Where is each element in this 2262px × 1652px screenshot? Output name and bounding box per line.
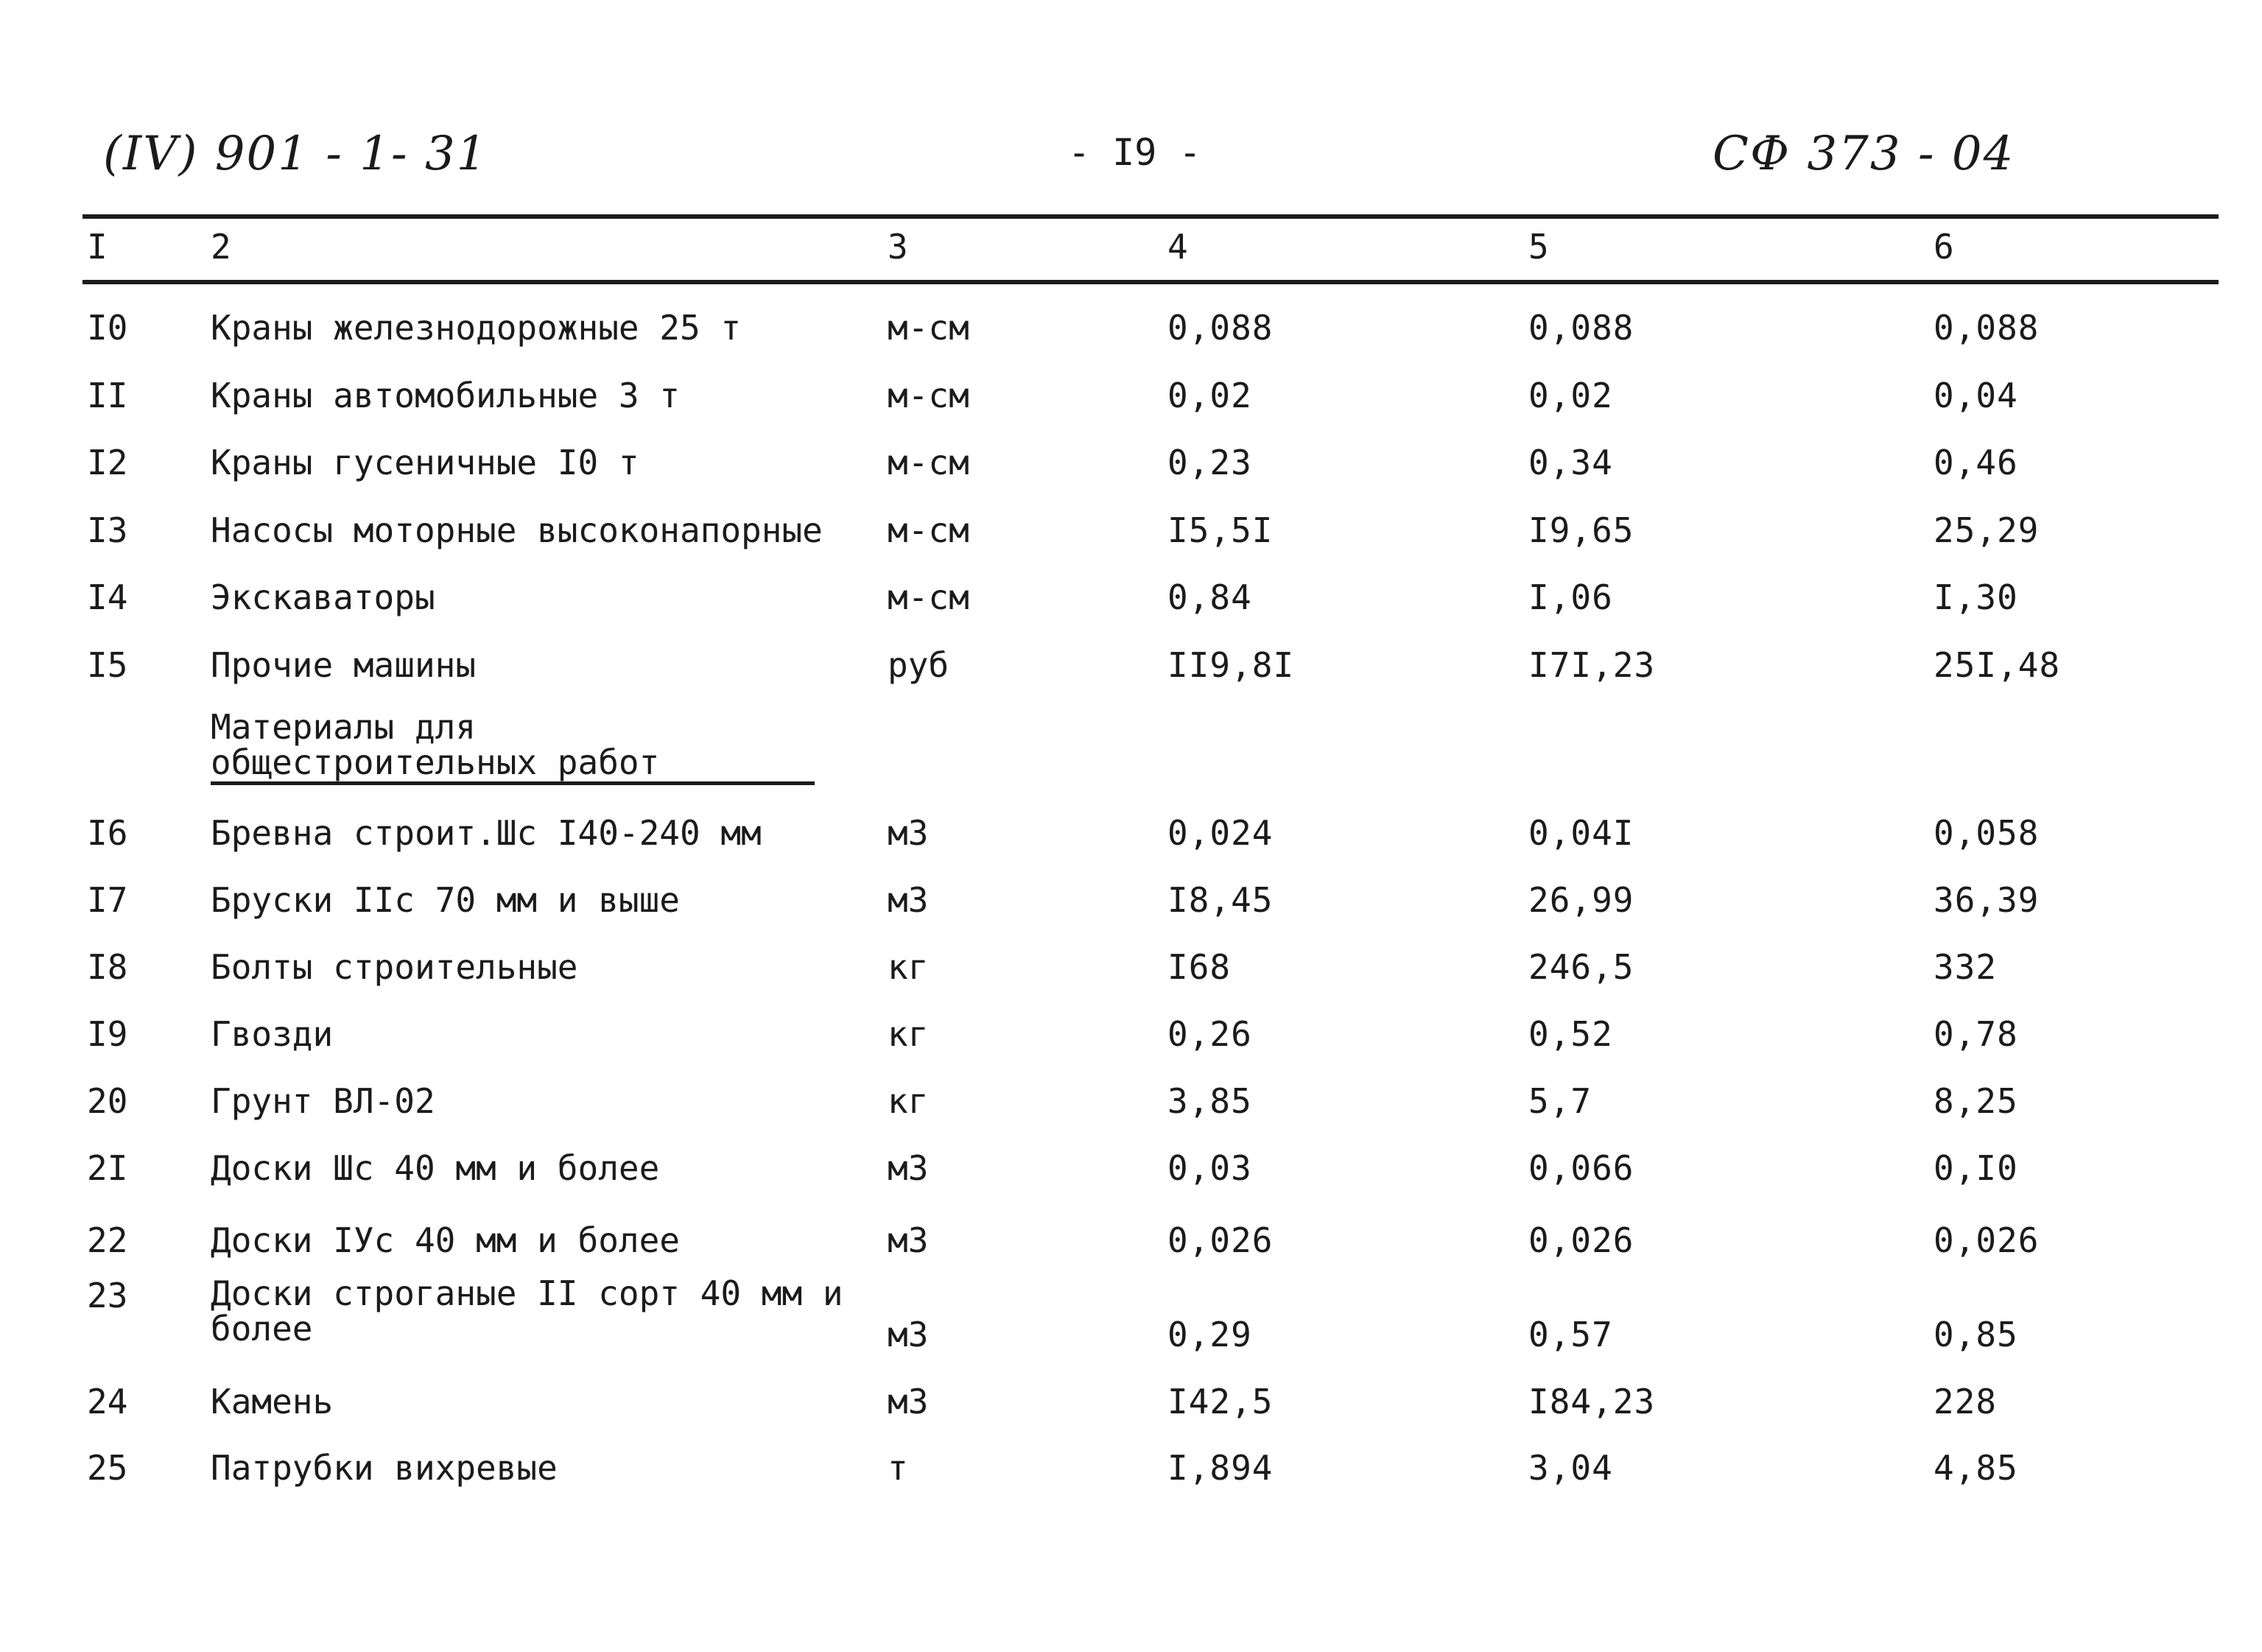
unit: м-см [888, 577, 969, 617]
value-col-6: 4,85 [1933, 1448, 2018, 1488]
value-col-4: I5,5I [1167, 510, 1274, 550]
value-col-4: 3,85 [1167, 1081, 1252, 1121]
row-number: I6 [87, 813, 128, 853]
column-header-2: 2 [211, 227, 231, 267]
column-header-5: 5 [1528, 227, 1549, 267]
row-number: I3 [87, 510, 128, 550]
row-number: I4 [87, 577, 128, 617]
value-col-6: 0,058 [1933, 813, 2040, 853]
value-col-5: 0,066 [1528, 1148, 1634, 1188]
item-name: Болты строительные [211, 947, 578, 987]
row-number: 20 [87, 1081, 128, 1121]
value-col-5: 0,34 [1528, 443, 1613, 482]
value-col-5: 0,04I [1528, 813, 1634, 853]
value-col-4: 0,024 [1167, 813, 1274, 853]
value-col-5: 0,088 [1528, 308, 1634, 348]
column-header-1: I [87, 227, 108, 267]
row-number: 24 [87, 1382, 128, 1421]
row-number: II [87, 376, 128, 415]
value-col-5: 3,04 [1528, 1448, 1613, 1488]
row-number: I8 [87, 947, 128, 987]
value-col-5: 246,5 [1528, 947, 1634, 987]
unit: кг [888, 1014, 929, 1054]
value-col-5: I9,65 [1528, 510, 1634, 550]
item-name: Гвозди [211, 1014, 334, 1054]
value-col-4: I8,45 [1167, 880, 1274, 920]
unit: м3 [888, 1220, 929, 1260]
value-col-4: I42,5 [1167, 1382, 1274, 1421]
value-col-6: 0,04 [1933, 376, 2018, 415]
unit: м3 [888, 813, 929, 853]
item-name: Грунт ВЛ-02 [211, 1081, 435, 1121]
value-col-6: 36,39 [1933, 880, 2040, 920]
document-code: (IV) 901 - 1- 31 [103, 127, 488, 181]
header-bottom-rule [82, 280, 2219, 284]
unit: м3 [888, 1315, 929, 1354]
unit: м-см [888, 510, 969, 550]
row-number: I2 [87, 443, 128, 482]
unit: м3 [888, 1382, 929, 1421]
unit: м3 [888, 1148, 929, 1188]
value-col-5: 0,026 [1528, 1220, 1634, 1260]
value-col-6: 25I,48 [1933, 645, 2061, 685]
item-name: Доски Шс 40 мм и более [211, 1148, 660, 1188]
value-col-5: 5,7 [1528, 1081, 1592, 1121]
row-number: 23 [87, 1276, 128, 1315]
unit: руб [888, 645, 949, 685]
unit: кг [888, 1081, 929, 1121]
item-name: Бруски IIс 70 мм и выше [211, 880, 680, 920]
unit: м3 [888, 880, 929, 920]
value-col-4: 0,84 [1167, 577, 1252, 617]
value-col-4: I68 [1167, 947, 1232, 987]
item-name: Патрубки вихревые [211, 1448, 558, 1488]
value-col-4: 0,02 [1167, 376, 1252, 415]
value-col-5: I7I,23 [1528, 645, 1656, 685]
row-number: I9 [87, 1014, 128, 1054]
item-name: Камень [211, 1382, 334, 1421]
item-name: Краны гусеничные I0 т [211, 443, 639, 482]
value-col-4: 0,03 [1167, 1148, 1252, 1188]
value-col-6: 0,026 [1933, 1220, 2040, 1260]
value-col-4: 0,29 [1167, 1315, 1252, 1354]
unit: м-см [888, 443, 969, 482]
item-name: Экскаваторы [211, 577, 435, 617]
sheet-code: СФ 373 - 04 [1713, 127, 2015, 181]
item-name: Доски IУс 40 мм и более [211, 1220, 680, 1260]
value-col-6: I,30 [1933, 577, 2018, 617]
value-col-4: 0,23 [1167, 443, 1252, 482]
value-col-6: 25,29 [1933, 510, 2040, 550]
unit: кг [888, 947, 929, 987]
value-col-4: 0,26 [1167, 1014, 1252, 1054]
value-col-6: 8,25 [1933, 1081, 2018, 1121]
value-col-6: 0,I0 [1933, 1148, 2018, 1188]
item-name: Бревна строит.Шс I40-240 мм [211, 813, 762, 853]
unit: т [888, 1448, 908, 1488]
value-col-6: 0,46 [1933, 443, 2018, 482]
row-number: I0 [87, 308, 128, 348]
column-header-4: 4 [1167, 227, 1188, 267]
item-name: Доски строганые II сорт 40 мм и более [211, 1273, 843, 1349]
row-number: I5 [87, 645, 128, 685]
item-name: Краны автомобильные 3 т [211, 376, 680, 415]
value-col-5: I,06 [1528, 577, 1613, 617]
item-name: Прочие машины [211, 645, 477, 685]
value-col-6: 0,78 [1933, 1014, 2018, 1054]
value-col-5: 0,52 [1528, 1014, 1613, 1054]
unit: м-см [888, 308, 969, 348]
value-col-6: 0,088 [1933, 308, 2040, 348]
value-col-5: 0,57 [1528, 1315, 1613, 1354]
row-number: 25 [87, 1448, 128, 1488]
column-header-6: 6 [1933, 227, 1954, 267]
page-number: - I9 - [1068, 131, 1201, 174]
item-name: Насосы моторные высоконапорные [211, 510, 823, 550]
value-col-4: I,894 [1167, 1448, 1274, 1488]
value-col-6: 0,85 [1933, 1315, 2018, 1354]
value-col-5: 0,02 [1528, 376, 1613, 415]
row-number: I7 [87, 880, 128, 920]
value-col-4: 0,088 [1167, 308, 1274, 348]
value-col-5: 26,99 [1528, 880, 1634, 920]
value-col-6: 332 [1933, 947, 1998, 987]
value-col-5: I84,23 [1528, 1382, 1656, 1421]
column-header-3: 3 [888, 227, 908, 267]
value-col-6: 228 [1933, 1382, 1998, 1421]
row-number: 22 [87, 1220, 128, 1260]
item-name: Краны железнодорожные 25 т [211, 308, 742, 348]
row-number: 2I [87, 1148, 128, 1188]
value-col-4: II9,8I [1167, 645, 1295, 685]
header-top-rule [82, 214, 2219, 219]
unit: м-см [888, 376, 969, 415]
section-heading-materials: Материалы для общестроительных работ [211, 709, 815, 785]
value-col-4: 0,026 [1167, 1220, 1274, 1260]
